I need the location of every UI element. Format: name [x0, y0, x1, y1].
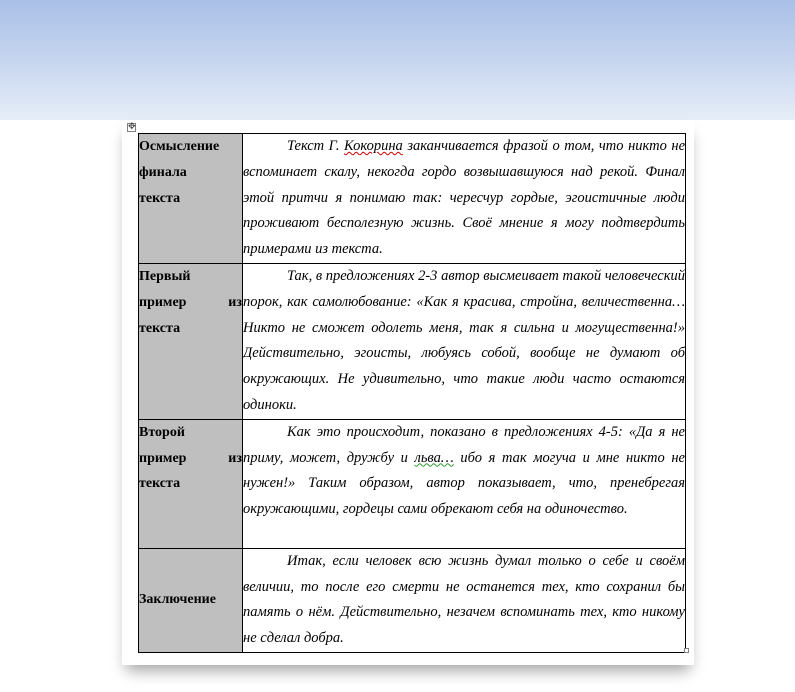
- row-header-line: Заключение: [139, 592, 216, 608]
- row-paragraph: [243, 420, 685, 523]
- row-header-line: текста: [139, 190, 181, 206]
- row-content-cell[interactable]: [243, 263, 686, 419]
- row-content-cell[interactable]: [243, 548, 686, 652]
- row-header-line: финала: [139, 164, 187, 180]
- row-header-cell[interactable]: [139, 548, 243, 652]
- row-header-line: текста: [139, 320, 181, 336]
- row-paragraph: [243, 134, 685, 263]
- row-paragraph: Итак, если человек всю жизнь думал только о себе и своём величии, то после его смерти не останется тех, кто сохранил бы память о нём. Действительно, незачем вспоминать тех, кто никому не сделал добра.: [243, 552, 685, 647]
- row-header-line: пример из: [139, 294, 242, 310]
- row-header-line: Первый: [139, 268, 191, 284]
- grammar-flagged-word: льва…: [414, 449, 454, 466]
- text-run: ибо я так могуча и мне никто не нужен!» Таким образом, автор показывает, что, пренебрегая окружающими, гордецы сами обрекают себя на одиночество.: [243, 449, 685, 518]
- row-content-cell[interactable]: [243, 134, 686, 264]
- row-header-line: пример из: [139, 450, 242, 466]
- essay-plan-table: [138, 133, 686, 653]
- window-background-band: [0, 0, 795, 120]
- table-resize-handle[interactable]: [684, 648, 689, 653]
- table-row: [139, 263, 686, 419]
- table-row: [139, 419, 686, 548]
- text-run: Как это происходит, показано в предложениях 4-5: «Да я не приму, может, дружбу и: [243, 423, 685, 466]
- row-header-line: текста: [139, 476, 181, 492]
- table-row: [139, 134, 686, 264]
- text-run: заканчивается фразой о том, что никто не вспоминает скалу, некогда гордо возвышавшуюся над рекой. Финал этой притчи я понимаю так: чересчур гордые, эгоистичные люди проживают бесполезную жизнь. Своё мнение я могу подтвердить примерами из текста.: [243, 138, 686, 258]
- table-row: [139, 548, 686, 652]
- text-run: Текст Г.: [287, 138, 345, 154]
- row-header-cell[interactable]: [139, 134, 243, 264]
- row-header-line: Осмысление: [139, 139, 220, 154]
- spelling-flagged-word: Кокорина: [344, 138, 403, 154]
- row-header-line: Второй: [139, 424, 185, 440]
- row-header-cell[interactable]: [139, 419, 243, 548]
- row-header-cell[interactable]: [139, 263, 243, 419]
- table-move-handle-icon[interactable]: ✥: [128, 122, 136, 132]
- row-paragraph: Так, в предложениях 2-3 автор высмеивает такой человеческий порок, как самолюбование: «Как я красива, стройна, величественна… Никто не сможет одолеть меня, так я сильна и могущественна!» Действительно, эгоисты, любуясь собой, вообще не думают об окружающих. Не удивительно, что такие люди часто остаются одиноки.: [243, 267, 685, 413]
- row-content-cell[interactable]: [243, 419, 686, 548]
